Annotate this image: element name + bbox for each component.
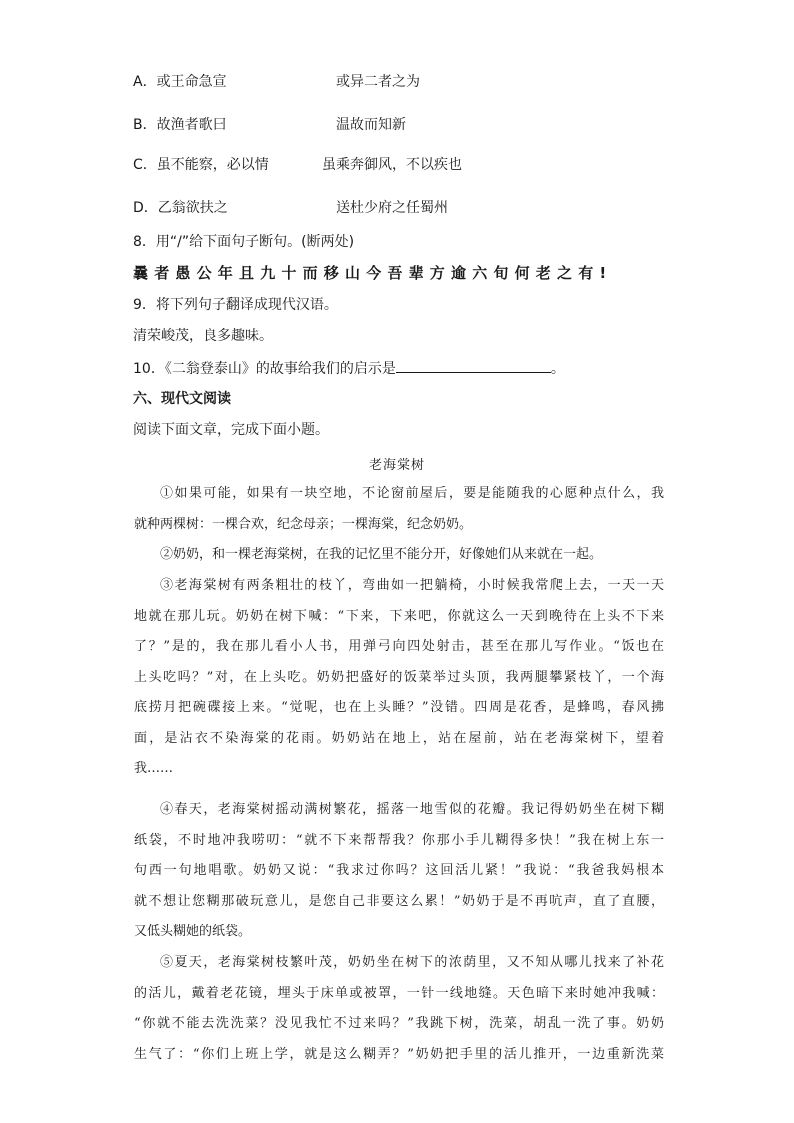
paragraph-line: ④春天，老海棠树摇动满树繁花，摇落一地雪似的花瓣。我记得奶奶坐在树下糊 bbox=[160, 802, 664, 817]
paragraph-line: 我…… bbox=[134, 761, 174, 776]
article-paragraph-4 bbox=[134, 795, 664, 948]
paragraph-line: 了？”是的，我在那儿看小人书，用弹弓向四处射击，甚至在那儿写作业。“饭也在 bbox=[134, 639, 664, 654]
option-b-right: 温故而知新 bbox=[336, 117, 406, 133]
paragraph-line: 的活儿，戴着老花镜，埋头于床单或被罩，一针一线地缝。天色暗下来时她冲我喊： bbox=[134, 985, 664, 1001]
paragraph-line: 上头吃吗？”对，在上头吃。奶奶把盛好的饭菜举过头顶，我两腿攀紧枝丫，一个海 bbox=[134, 669, 664, 685]
option-c-right: 虽乘奔御风，不以疾也 bbox=[322, 157, 462, 173]
question-10-prefix: 10．《二翁登泰山》的故事给我们的启示是 bbox=[133, 361, 396, 377]
paragraph-line: ②奶奶，和一棵老海棠树，在我的记忆里不能分开，好像她们从来就在一起。 bbox=[160, 547, 603, 562]
option-d-left: D．乙翁欲扶之 bbox=[133, 200, 228, 216]
paragraph-line: “你就不能去洗洗菜？没见我忙不过来吗？”我跳下树，洗菜，胡乱一洗了事。奶奶 bbox=[134, 1016, 664, 1031]
article-paragraph-2 bbox=[134, 540, 664, 571]
paragraph-line: 就种两棵树：一棵合欢，纪念母亲；一棵海棠，纪念奶奶。 bbox=[134, 516, 473, 532]
question-9-sentence: 清荣峻茂，良多趣味。 bbox=[133, 328, 273, 344]
option-a-right: 或异二者之为 bbox=[336, 74, 420, 90]
option-d-right: 送杜少府之任蜀州 bbox=[336, 200, 448, 216]
paragraph-line: 底捞月把碗碟接上来。“觉呢，也在上头睡？”没错。四周是花香，是蜂鸣，春风拂 bbox=[134, 700, 664, 715]
paragraph-line: ③老海棠树有两条粗壮的枝丫，弯曲如一把躺椅，小时候我常爬上去，一天一天 bbox=[160, 578, 664, 593]
article-paragraph-1 bbox=[134, 479, 664, 540]
paragraph-line: 句西一句地唱歌。奶奶又说：“我求过你吗？这回活儿紧！”我说：“我爸我妈根本 bbox=[134, 863, 664, 878]
paragraph-line: 又低头糊她的纸袋。 bbox=[134, 924, 252, 939]
question-10 bbox=[133, 358, 565, 379]
question-10-suffix: 。 bbox=[550, 361, 565, 377]
paragraph-line: 就不想让您糊那破玩意儿，是您自己非要这么累！”奶奶于是不再吭声，直了直腰， bbox=[134, 893, 664, 909]
paragraph-line: 生气了：“你们上班上学，就是这么糊弄？”奶奶把手里的活儿推开，一边重新洗菜 bbox=[134, 1046, 664, 1062]
section-heading: 六、现代文阅读 bbox=[133, 391, 231, 407]
article-title: 老海棠树 bbox=[368, 458, 425, 473]
article-paragraph-3 bbox=[134, 571, 664, 785]
paragraph-line: ⑤夏天，老海棠树枝繁叶茂，奶奶坐在树下的浓荫里，又不知从哪儿找来了补花 bbox=[160, 955, 664, 970]
article-paragraph-5 bbox=[134, 948, 664, 1070]
paragraph-line: 地就在那儿玩。奶奶在树下喊：“下来，下来吧，你就这么一天到晚待在上头不下来 bbox=[134, 608, 664, 624]
section-instruction: 阅读下面文章，完成下面小题。 bbox=[133, 422, 329, 438]
paragraph-line: ①如果可能，如果有一块空地，不论窗前屋后，要是能随我的心愿种点什么，我 bbox=[160, 486, 664, 501]
answer-blank[interactable] bbox=[396, 358, 551, 373]
paragraph-line: 面，是沾衣不染海棠的花雨。奶奶站在地上，站在屋前，站在老海棠树下，望着 bbox=[134, 730, 664, 746]
question-8-prompt: 8．用“/”给下面句子断句。(断两处) bbox=[133, 234, 355, 250]
question-9-prompt: 9．将下列句子翻译成现代汉语。 bbox=[133, 297, 338, 313]
option-b-left: B．故渔者歌曰 bbox=[133, 117, 227, 133]
paragraph-line: 纸袋，不时地冲我唠叨：“就不下来帮帮我？你那小手儿糊得多快！”我在树上东一 bbox=[134, 832, 664, 848]
option-c-left: C．虽不能察，必以情 bbox=[133, 157, 269, 173]
option-a-left: A．或王命急宣 bbox=[133, 74, 227, 90]
question-8-sentence: 曩者愚公年且九十而移山今吾辈方逾六旬何老之有! bbox=[133, 264, 613, 282]
